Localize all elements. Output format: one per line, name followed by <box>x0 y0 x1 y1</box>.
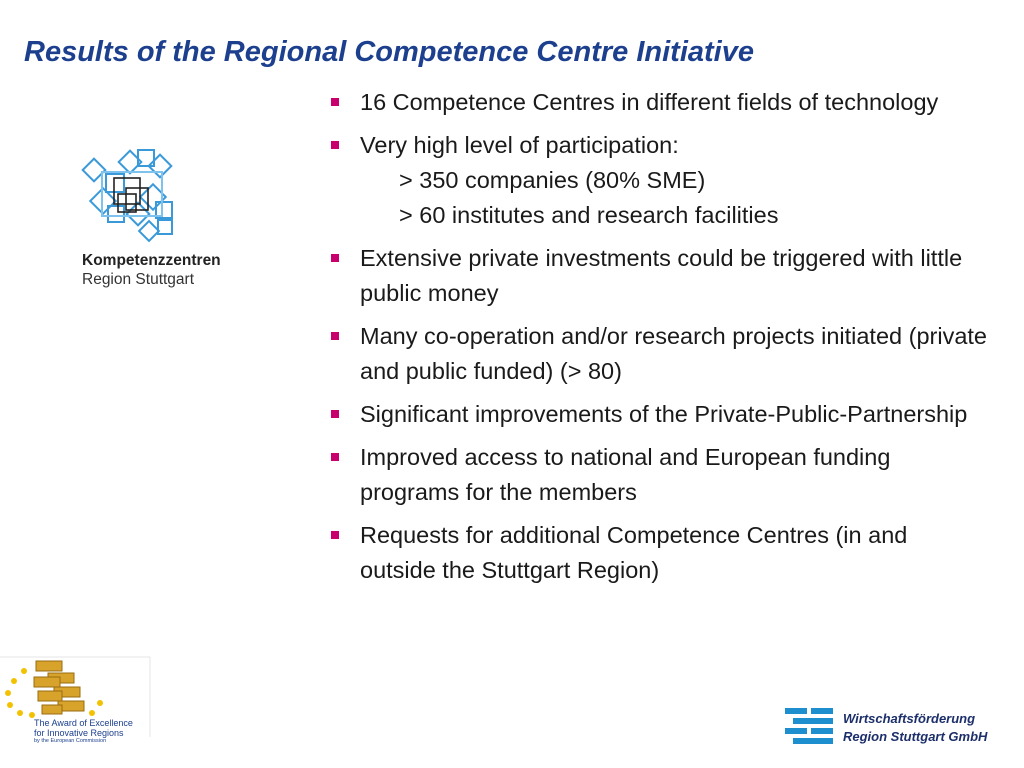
award-caption <box>34 718 133 745</box>
bullet-square-icon <box>331 453 339 461</box>
bullet-item <box>328 85 988 120</box>
bullet-square-icon <box>331 410 339 418</box>
sub-bullet-text: > 350 companies (80% SME) <box>399 167 706 193</box>
bullet-text: Extensive private investments could be triggered with little public money <box>360 245 963 306</box>
bullet-square-icon <box>331 254 339 262</box>
bullet-item <box>328 319 988 389</box>
ws-line: Region Stuttgart GmbH <box>843 729 988 744</box>
bullet-text: Requests for additional Competence Centres (in and outside the Stuttgart Region) <box>360 522 908 583</box>
sub-bullet-text: > 60 institutes and research facilities <box>399 202 779 228</box>
ws-stripes-icon <box>785 706 835 748</box>
bullet-square-icon <box>331 531 339 539</box>
bullet-text: Very high level of participation: <box>360 132 679 158</box>
slide-title: Results of the Regional Competence Centre Initiative <box>24 36 754 68</box>
award-line: for Innovative Regions <box>34 728 124 738</box>
award-line: by the European Commission <box>34 738 107 744</box>
bullet-item <box>328 397 988 432</box>
bullet-text: Improved access to national and European funding programs for the members <box>360 444 891 505</box>
ws-line: Wirtschaftsförderung <box>843 711 976 726</box>
kompetenzzentren-logo-region: Region Stuttgart <box>82 271 195 288</box>
bullet-text: 16 Competence Centres in different fields of technology <box>360 89 939 115</box>
bullet-list <box>328 85 988 596</box>
bullet-square-icon <box>331 98 339 106</box>
wirtschaftsfoerderung-logo-text <box>843 710 987 746</box>
bullet-item <box>328 518 988 588</box>
award-line: The Award of Excellence <box>34 718 133 728</box>
bullet-text: Significant improvements of the Private-Public-Partnership <box>360 401 968 427</box>
kompetenzzentren-logo-name: Kompetenzzentren <box>82 252 221 269</box>
bullet-item <box>328 440 988 510</box>
bullet-text: Many co-operation and/or research projects initiated (private and public funded) (> 80) <box>360 323 987 384</box>
bullet-item <box>328 241 988 311</box>
bullet-square-icon <box>331 332 339 340</box>
bullet-square-icon <box>331 141 339 149</box>
bullet-item <box>328 128 988 233</box>
